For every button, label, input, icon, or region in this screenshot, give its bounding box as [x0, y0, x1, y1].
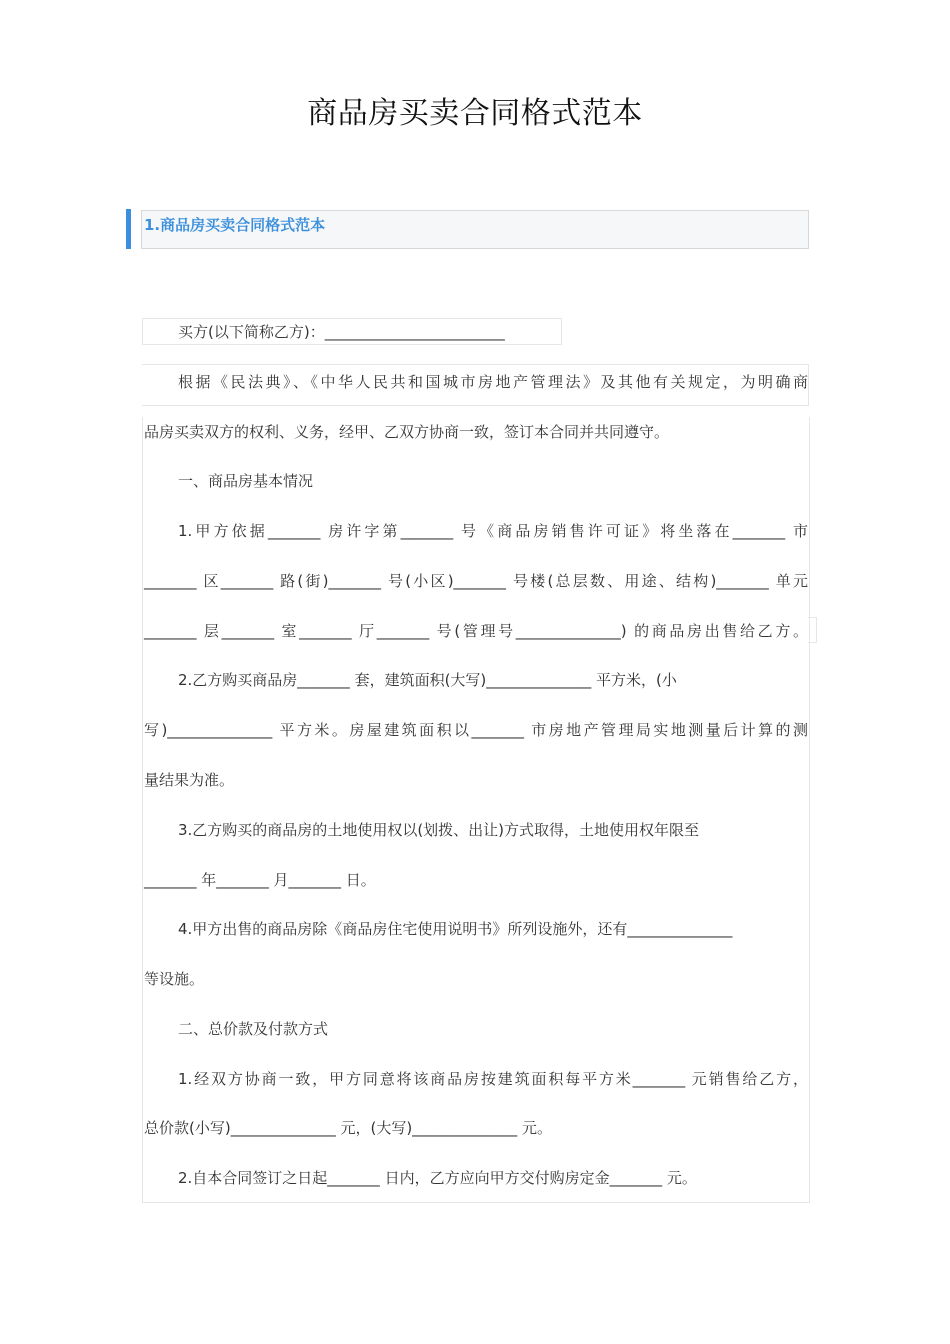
paragraph-line: 总价款(小写)______________ 元，(大写)______________ 元。 [144, 1119, 552, 1137]
paragraph-line: _______ 层_______ 室_______ 厅_______ 号(管理号______________) 的商品房出售给乙方。 [144, 622, 808, 640]
paragraph-line: _______ 年_______ 月_______ 日。 [144, 871, 376, 889]
paragraph-line: 量结果为准。 [144, 771, 235, 789]
document-title: 商品房买卖合同格式范本 [307, 96, 643, 131]
paragraph-line: 根据《民法典》、《中华人民共和国城市房地产管理法》及其他有关规定，为明确商 [178, 373, 808, 391]
section-accent-bar [126, 209, 131, 249]
paragraph-line: 等设施。 [144, 970, 205, 988]
paragraph-line: 2.乙方购买商品房_______ 套，建筑面积(大写)______________ 平方米，(小 [178, 671, 677, 689]
text-frame-notch [808, 617, 817, 643]
paragraph-line: 品房买卖双方的权利、义务，经甲、乙双方协商一致，签订本合同并共同遵守。 [144, 423, 670, 441]
paragraph-line: 写)______________ 平方米。房屋建筑面积以_______ 市房地产管理局实地测量后计算的测 [144, 721, 808, 739]
paragraph-line: 1.经双方协商一致，甲方同意将该商品房按建筑面积每平方米_______ 元销售给乙方， [178, 1070, 808, 1088]
section-heading: 1.商品房买卖合同格式范本 [144, 216, 326, 234]
paragraph-line: 2.自本合同签订之日起_______ 日内，乙方应向甲方交付购房定金_______ 元。 [178, 1169, 697, 1187]
paragraph-line: 3.乙方购买的商品房的土地使用权以(划拨、出让)方式取得，土地使用权年限至 [178, 821, 700, 839]
paragraph-line: 1.甲方依据_______ 房许字第_______ 号《商品房销售许可证》将坐落在_______ 市 [178, 522, 808, 540]
section-heading-basic-info: 一、商品房基本情况 [178, 472, 314, 490]
paragraph-line: 4.甲方出售的商品房除《商品房住宅使用说明书》所列设施外，还有______________ [178, 920, 733, 938]
paragraph-line: _______ 区_______ 路(街)_______ 号(小区)_______ 号楼(总层数、用途、结构)_______ 单元 [144, 572, 808, 590]
buyer-line: 买方(以下简称乙方)：________________________ [178, 323, 505, 341]
section-heading-price: 二、总价款及付款方式 [178, 1020, 329, 1038]
